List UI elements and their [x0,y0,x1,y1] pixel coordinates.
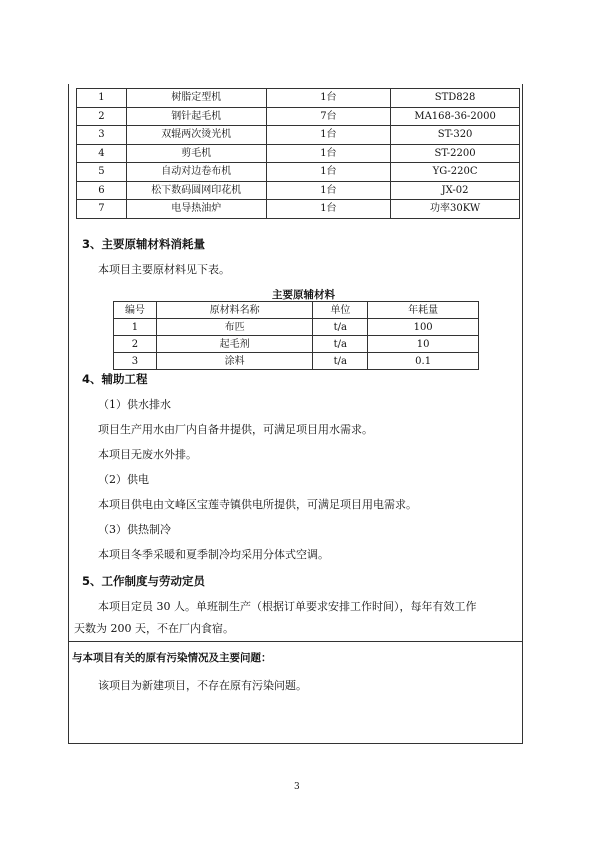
equipment-spec: 功率30KW [391,200,520,219]
header-number: 编号 [114,302,157,319]
materials-table-caption: 主要原辅材料 [272,289,335,301]
equipment-row [77,144,520,163]
power-title: （2）供电 [98,473,149,486]
pollution-heading: 与本项目有关的原有污染情况及主要问题： [72,652,272,664]
material-annual-consumption: 100 [368,319,479,336]
section3-intro: 本项目主要原材料见下表。 [98,263,230,276]
water-text-1: 项目生产用水由厂内自备井提供，可满足项目用水需求。 [98,423,373,436]
page-number: 3 [294,782,300,792]
equipment-row [77,89,520,108]
equipment-table-body [77,89,520,219]
equipment-number: 5 [77,163,127,182]
material-name: 布匹 [156,319,313,336]
equipment-quantity: 1台 [266,126,391,145]
header-annual-consumption: 年耗量 [368,302,479,319]
heat-title: （3）供热制冷 [98,523,171,536]
material-unit: t/a [313,353,368,370]
equipment-row [77,163,520,182]
equipment-name: 自动对边卷布机 [126,163,266,182]
equipment-spec: ST-2200 [391,144,520,163]
equipment-spec: STD828 [391,89,520,108]
equipment-row [77,126,520,145]
water-title: （1）供水排水 [98,398,171,411]
section5-line-1: 本项目定员 30 人。单班制生产（根据订单要求安排工作时间），每年有效工作 [98,600,477,613]
heat-text: 本项目冬季采暖和夏季制冷均采用分体式空调。 [98,548,329,561]
equipment-spec: JX-02 [391,181,520,200]
section4-heading: 4、辅助工程 [82,372,148,386]
section5-line-2: 天数为 200 天，不在厂内食宿。 [74,622,234,635]
materials-table-header-row [114,302,479,319]
materials-table-body [114,319,479,370]
material-name: 起毛剂 [156,336,313,353]
equipment-number: 4 [77,144,127,163]
material-unit: t/a [313,319,368,336]
material-number: 1 [114,319,157,336]
material-number: 3 [114,353,157,370]
equipment-row [77,107,520,126]
equipment-quantity: 1台 [266,163,391,182]
equipment-name: 电导热油炉 [126,200,266,219]
materials-row [114,336,479,353]
equipment-name: 树脂定型机 [126,89,266,108]
equipment-number: 7 [77,200,127,219]
equipment-name: 双辊两次烫光机 [126,126,266,145]
equipment-quantity: 1台 [266,200,391,219]
section-divider [68,641,523,642]
equipment-quantity: 1台 [266,181,391,200]
water-text-2: 本项目无废水外排。 [98,448,197,461]
equipment-spec: MA168-36-2000 [391,107,520,126]
equipment-number: 6 [77,181,127,200]
equipment-name: 剪毛机 [126,144,266,163]
material-annual-consumption: 0.1 [368,353,479,370]
equipment-quantity: 7台 [266,107,391,126]
power-text: 本项目供电由文峰区宝莲寺镇供电所提供，可满足项目用电需求。 [98,498,417,511]
equipment-number: 3 [77,126,127,145]
material-annual-consumption: 10 [368,336,479,353]
pollution-text: 该项目为新建项目，不存在原有污染问题。 [98,679,307,692]
equipment-row [77,200,520,219]
section3-heading: 3、主要原辅材料消耗量 [82,237,206,251]
equipment-quantity: 1台 [266,89,391,108]
equipment-name: 松下数码圆网印花机 [126,181,266,200]
section5-heading: 5、工作制度与劳动定员 [82,574,206,588]
header-unit: 单位 [313,302,368,319]
equipment-number: 1 [77,89,127,108]
material-name: 涂料 [156,353,313,370]
header-material-name: 原材料名称 [156,302,313,319]
equipment-number: 2 [77,107,127,126]
equipment-name: 钢针起毛机 [126,107,266,126]
equipment-quantity: 1台 [266,144,391,163]
material-unit: t/a [313,336,368,353]
materials-row [114,319,479,336]
material-number: 2 [114,336,157,353]
equipment-table [76,88,520,219]
equipment-spec: ST-320 [391,126,520,145]
equipment-row [77,181,520,200]
materials-row [114,353,479,370]
equipment-spec: YG-220C [391,163,520,182]
materials-table [113,301,479,370]
